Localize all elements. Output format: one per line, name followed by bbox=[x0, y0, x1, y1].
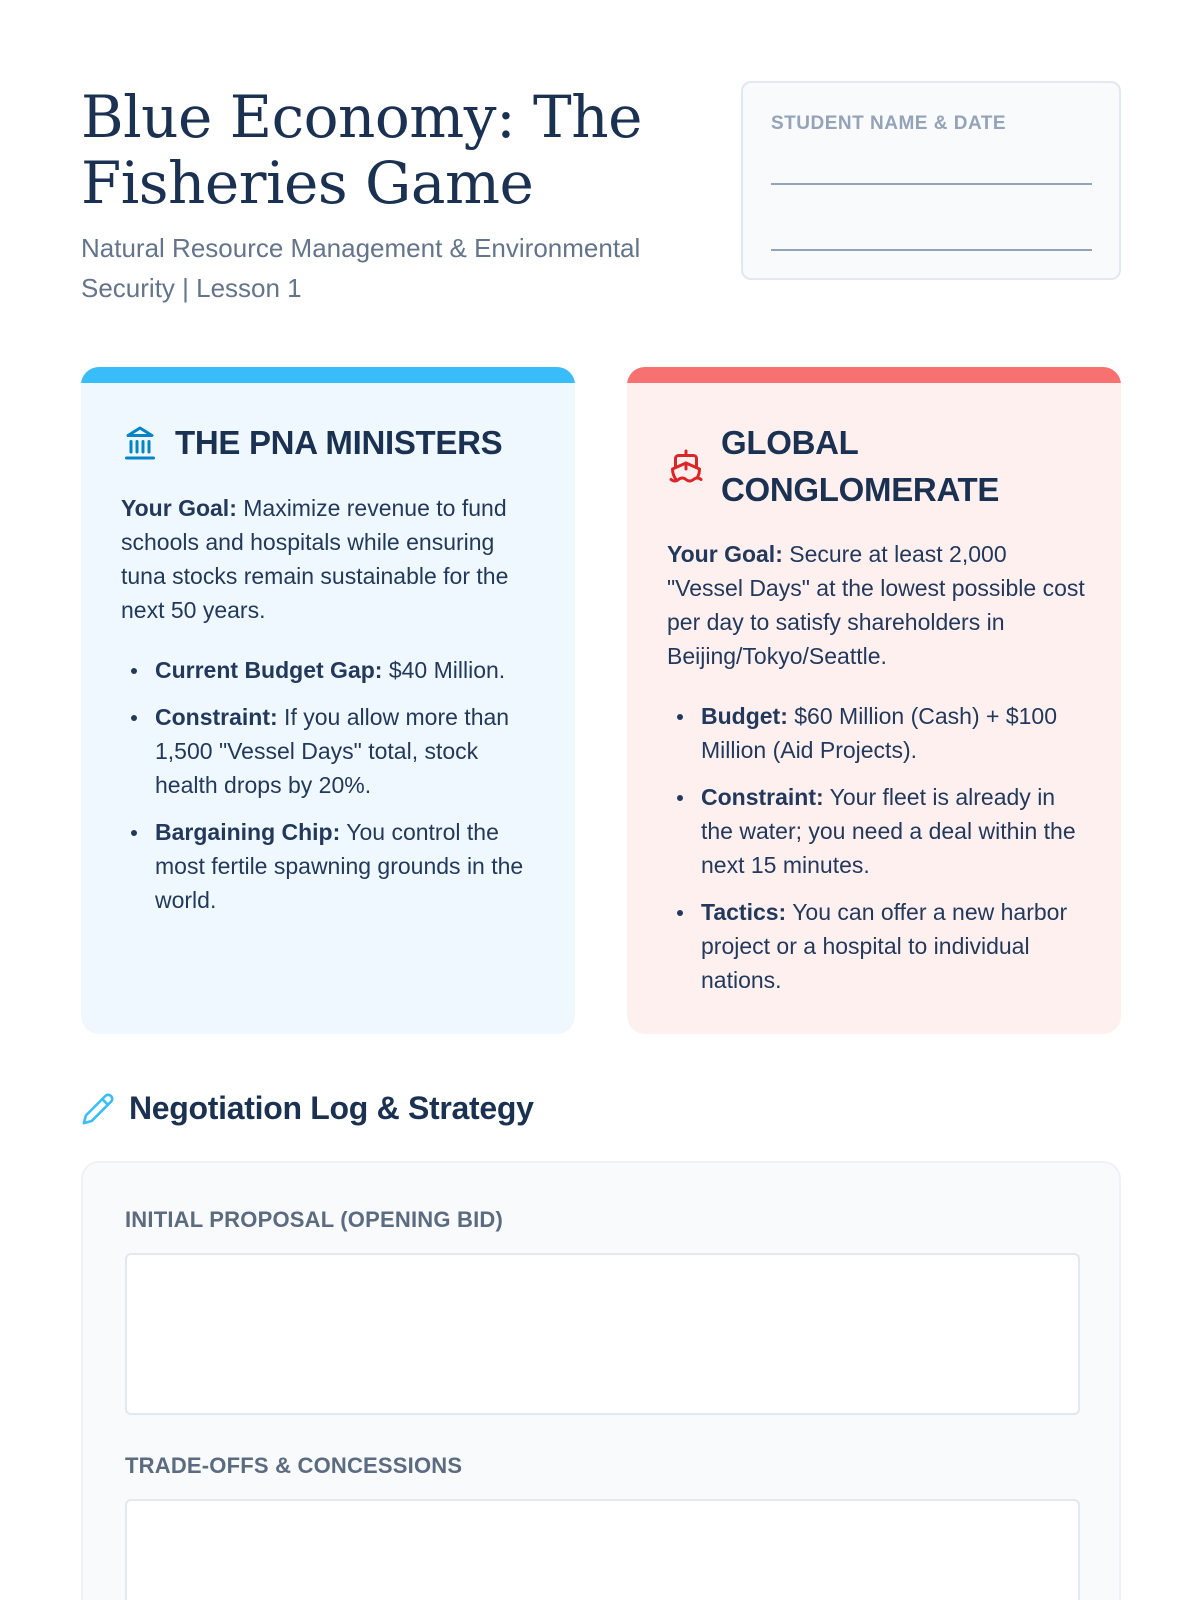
card-body bbox=[667, 537, 1087, 1010]
card-header bbox=[121, 419, 502, 466]
negotiation-log-box bbox=[81, 1161, 1121, 1600]
bullet-text: $40 Million. bbox=[382, 657, 506, 683]
global-conglomerate-card bbox=[627, 367, 1121, 1034]
bullet-label: Tactics: bbox=[701, 899, 787, 925]
page-subtitle: Natural Resource Management & Environmental Security | Lesson 1 bbox=[81, 233, 641, 303]
goal-paragraph bbox=[121, 491, 541, 627]
trade-offs-label: TRADE-OFFS & CONCESSIONS bbox=[125, 1453, 463, 1478]
list-item bbox=[667, 780, 1087, 882]
goal-text: Maximize revenue to fund schools and hospitals while ensuring tuna stocks remain sustainable for the next 50 years. bbox=[121, 495, 509, 623]
bullet-text: $60 Million (Cash) + $100 Million (Aid Projects). bbox=[701, 703, 1057, 763]
student-name-date-box bbox=[741, 81, 1121, 280]
list-item bbox=[667, 895, 1087, 997]
bullet-text: If you allow more than 1,500 "Vessel Days" total, stock health drops by 20%. bbox=[155, 704, 510, 798]
card-title: GLOBAL CONGLOMERATE bbox=[721, 424, 1000, 508]
student-name-line[interactable] bbox=[771, 183, 1092, 185]
goal-text: Secure at least 2,000 "Vessel Days" at the lowest possible cost per day to satisfy shareholders in Beijing/Tokyo/Seattle. bbox=[667, 541, 1085, 669]
bullet-text: You can offer a new harbor project or a hospital to individual nations. bbox=[701, 899, 1068, 993]
bullet-text: Your fleet is already in the water; you need a deal within the next 15 minutes. bbox=[701, 784, 1076, 878]
list-item bbox=[667, 699, 1087, 767]
pna-ministers-card bbox=[81, 367, 575, 1034]
student-date-line[interactable] bbox=[771, 249, 1092, 251]
card-header bbox=[667, 419, 1021, 513]
card-title: THE PNA MINISTERS bbox=[175, 424, 503, 461]
landmark-icon bbox=[121, 424, 159, 462]
pencil-icon bbox=[81, 1092, 115, 1126]
goal-label: Your Goal: bbox=[667, 541, 783, 567]
card-accent-bar bbox=[627, 367, 1121, 383]
list-item bbox=[121, 653, 541, 687]
goal-paragraph bbox=[667, 537, 1087, 673]
initial-proposal-label: INITIAL PROPOSAL (OPENING BID) bbox=[125, 1207, 503, 1232]
ship-icon bbox=[667, 447, 705, 485]
list-item bbox=[121, 700, 541, 802]
facts-list bbox=[121, 653, 541, 917]
worksheet-header bbox=[81, 84, 701, 308]
title-line-1: Blue Economy: The bbox=[81, 83, 642, 151]
bullet-label: Constraint: bbox=[701, 784, 824, 810]
section-title: Negotiation Log & Strategy bbox=[129, 1090, 534, 1126]
card-accent-bar bbox=[81, 367, 575, 383]
page-title bbox=[81, 84, 701, 216]
bullet-label: Constraint: bbox=[155, 704, 278, 730]
bullet-text: You control the most fertile spawning grounds in the world. bbox=[155, 819, 524, 913]
initial-proposal-field[interactable] bbox=[125, 1253, 1080, 1415]
bullet-label: Bargaining Chip: bbox=[155, 819, 341, 845]
trade-offs-field[interactable] bbox=[125, 1499, 1080, 1600]
negotiation-section-header bbox=[81, 1090, 534, 1127]
card-body bbox=[121, 491, 541, 930]
goal-label: Your Goal: bbox=[121, 495, 237, 521]
bullet-label: Budget: bbox=[701, 703, 788, 729]
list-item bbox=[121, 815, 541, 917]
title-line-2: Fisheries Game bbox=[81, 149, 534, 217]
facts-list bbox=[667, 699, 1087, 997]
student-name-date-label: STUDENT NAME & DATE bbox=[771, 113, 1007, 134]
bullet-label: Current Budget Gap: bbox=[155, 657, 383, 683]
